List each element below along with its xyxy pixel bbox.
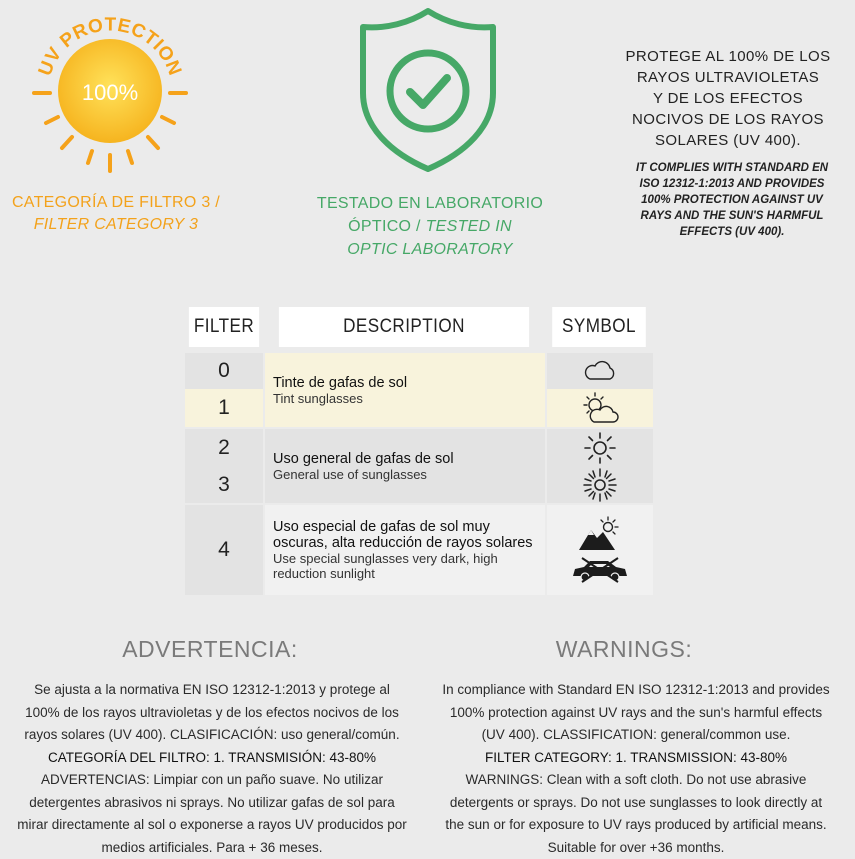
warnings-es-body: Se ajusta a la normativa EN ISO 12312-1:2013 y protege al 100% de los rayos ultravioletas y de los efectos nocivos de los rayos solares (UV 400). CLASIFICACIÓN: uso general/común. CATEGORÍA DEL FILTRO: 1. TRANSMISIÓN: 43-80% ADVERTENCIAS: Limpiar con un paño suave. No utilizar detergentes abrasivos ni sprays. No utilizar gafas de sol para mirar directamente al sol o exponerse a rayos UV producidos por medios artificiales. Para + 36 meses.	[17, 682, 407, 855]
lab-tested-line3: OPTIC LABORATORY	[347, 241, 513, 258]
symbol-cell-1	[547, 389, 653, 427]
uv-arc-text: UV PROTECTION	[34, 14, 186, 79]
lab-tested-line1: TESTADO EN LABORATORIO	[316, 195, 544, 212]
filter-category-es: CATEGORÍA DE FILTRO 3 /	[11, 194, 221, 211]
uv-percent: 100%	[81, 80, 139, 105]
strong-sun-icon	[582, 468, 618, 502]
filter-table	[185, 307, 653, 597]
uv-protection-sun-icon	[20, 5, 200, 185]
lab-tested-line2-en: TESTED IN	[425, 218, 512, 235]
shield-check-icon	[355, 5, 501, 175]
filter-1: 1	[185, 389, 263, 427]
mountain-sun-icon	[577, 516, 623, 552]
header-filter: FILTER	[189, 307, 259, 347]
warnings-en-title: WARNINGS:	[555, 636, 693, 662]
lab-tested-caption	[300, 192, 560, 261]
description-special: Uso especial de gafas de sol muy oscuras, alta reducción de rayos solares Use special sunglasses very dark, high reduction sunlight	[265, 505, 545, 595]
filter-2: 2	[185, 429, 263, 467]
filter-3: 3	[185, 467, 263, 503]
symbol-cell-0	[547, 353, 653, 389]
header-description: DESCRIPTION	[279, 307, 529, 347]
protection-statement-es: PROTEGE AL 100% DE LOS RAYOS ULTRAVIOLETAS Y DE LOS EFECTOS NOCIVOS DE LOS RAYOS SOLARES (UV 400).	[625, 48, 831, 149]
symbol-cell-3	[547, 467, 653, 503]
warnings-es-title: ADVERTENCIA:	[122, 636, 298, 662]
filter-category-caption	[0, 192, 232, 236]
sun-icon	[583, 431, 617, 465]
no-driving-icon	[570, 556, 630, 584]
warnings-en-body: In compliance with Standard EN ISO 12312-1:2013 and provides 100% protection against UV rays and the sun's harmful effects (UV 400). CLASSIFICATION: general/common use. FILTER CATEGORY: 1. TRANSMISSION: 43-80% WARNINGS: Clean with a soft cloth. Do not use abrasive detergents or sprays. Do not use sunglasses to look directly at the sun or for exposure to UV rays produced by artificial means. Suitable for over +36 months.	[442, 682, 830, 855]
filter-category-en: FILTER CATEGORY 3	[33, 216, 199, 233]
header-symbol: SYMBOL	[552, 307, 646, 347]
filter-4: 4	[185, 505, 263, 595]
sun-behind-cloud-icon	[580, 391, 620, 425]
filter-0: 0	[185, 353, 263, 389]
protection-statement-en: IT COMPLIES WITH STANDARD EN ISO 12312-1:2013 AND PROVIDES 100% PROTECTION AGAINST UV RAYS AND THE SUN'S HARMFUL EFFECTS (UV 400).	[635, 162, 829, 238]
description-general: Uso general de gafas de sol General use of sunglasses	[265, 429, 545, 503]
cloud-icon	[582, 359, 618, 383]
symbol-cell-4	[547, 505, 653, 595]
lab-tested-line2-es: ÓPTICO /	[348, 218, 421, 235]
description-tint: Tinte de gafas de sol Tint sunglasses	[265, 353, 545, 427]
symbol-cell-2	[547, 429, 653, 467]
